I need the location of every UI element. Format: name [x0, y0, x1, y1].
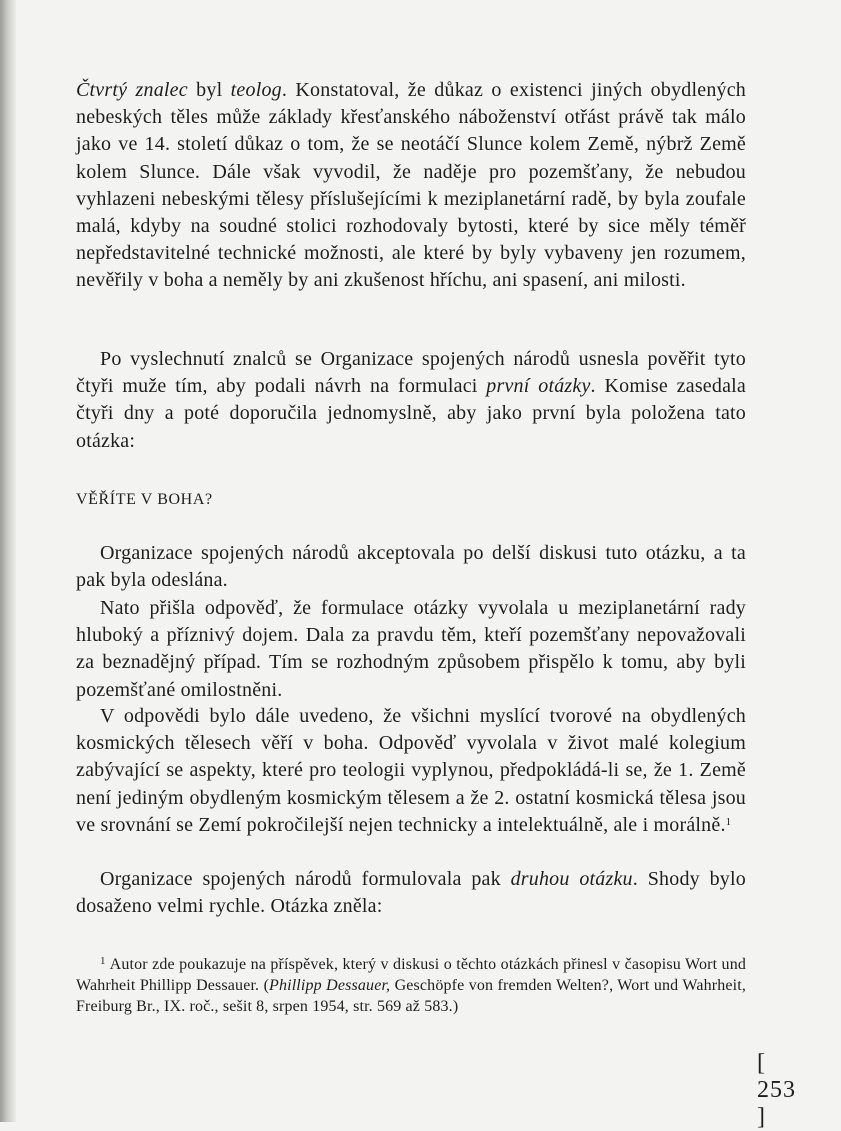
question-heading: VĚŘÍTE V BOHA? [76, 491, 213, 508]
paragraph-commission [76, 346, 746, 455]
italic-first-question: první otázky [486, 375, 591, 398]
italic-second-question: druhou otázku [510, 868, 633, 890]
paragraph-further-answer [76, 703, 746, 839]
text-run: . Konstatoval, že důkaz o existenci jiných obydlených nebeských těles může základy křesťanského náboženství otřást právě tak málo jako ve 14. století důkaz o tom, že se neotáčí Slunce kolem Země, nýbrž Země kolem Slunce. Dále však vyvodil, že naděje pro pozemšťany, že nebudou vyhlazeni nebeskými tělesy příslušejícími k meziplanetární radě, by byla zoufale malá, kdyby na soudné stolici rozhodovaly bytosti, které by sice měly téměř nepředstavitelné technické možnosti, ale které by byly vybaveny jen rozumem, nevěřily v boha a neměly by ani zkušenost hříchu, ani spasení, ani milosti. [76, 79, 746, 292]
paragraph-second-question [76, 866, 746, 920]
text-run: . Shody bylo dosaženo velmi rychle. Otázka zněla: [76, 868, 746, 918]
text-run: Po vyslechnutí znalců se Organizace spojených národů usnesla pověřit tyto čtyři muže tím, aby podali návrh na formulaci [76, 348, 746, 398]
italic-fourth-expert: Čtvrtý znalec [76, 79, 188, 101]
footnote-reference: 1 [725, 815, 732, 828]
text-run: . Komise zasedala čtyři dny a poté doporučila jednomyslně, aby jako první byla položena tato otázka: [76, 375, 746, 452]
text-run: Autor zde poukazuje na příspěvek, který v diskusi o těchto otázkách přinesl v časopisu Wort und Wahrheit Phillipp Dessauer. ( [76, 956, 746, 994]
italic-theologian: teolog [230, 79, 282, 101]
text-run: Geschöpfe von fremden Welten?, Wort und Wahrheit, Freiburg Br., IX. roč., sešit 8, srpen 1954, str. 569 až 583.) [76, 977, 747, 1015]
text-run: byl [187, 79, 231, 101]
paragraph-fourth-expert [76, 77, 746, 295]
footnote [76, 951, 746, 1017]
text-run: V odpovědi bylo dále uvedeno, že všichni myslící tvorové na obydlených kosmických tělesech věří v boha. Odpověď vyvolala v život malé kolegium zabývající se aspekty, které pro teologii vyplynou, předpokládá-li se, že 1. Země není jediným obydleným kosmickým tělesem a že 2. ostatní kosmická tělesa jsou ve srovnání se Zemí pokročilejší nejen technicky a intelektuálně, ale i morálně. [76, 705, 746, 836]
footnote-mark: 1 [100, 955, 106, 967]
page-number: [ 253 ] [757, 1050, 796, 1130]
text-run: Organizace spojených národů formulovala pak [100, 868, 511, 890]
paragraph-answer: Nato přišla odpověď, že formulace otázky vyvolala u meziplanetární rady hluboký a příznivý dojem. Dala za pravdu těm, kteří pozemšťany nepovažovali za beznadějný případ. Tím se rozhodným způsobem přispělo k tomu, aby byli pozemšťané omilostněni. [76, 597, 746, 701]
paragraph-acceptance: Organizace spojených národů akceptovala po delší diskusi tuto otázku, a ta pak byla odeslána. [76, 542, 746, 592]
italic-author-name: Phillipp Dessauer, [269, 977, 391, 994]
page-gutter-shadow [0, 0, 16, 1122]
